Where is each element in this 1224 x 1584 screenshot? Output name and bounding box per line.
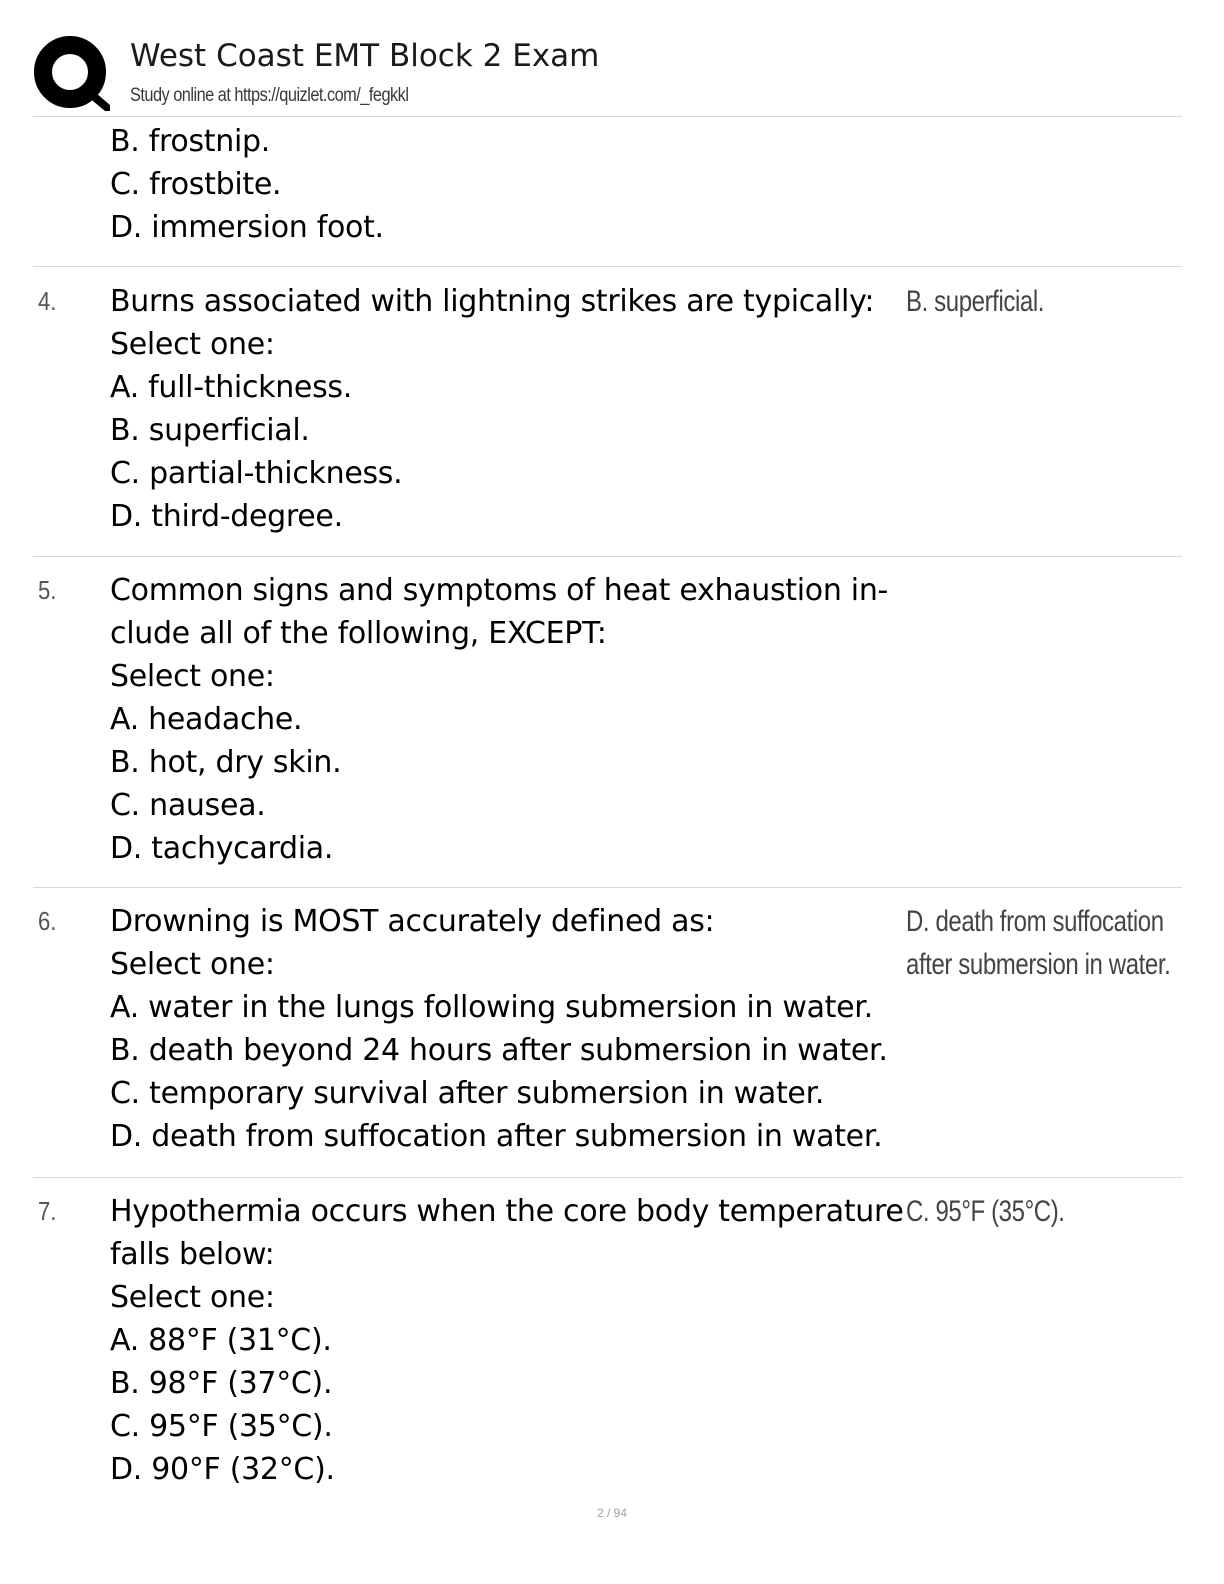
answer xyxy=(906,280,1196,323)
question-divider xyxy=(33,1177,1182,1178)
select-one-label: Select one: xyxy=(110,1280,275,1315)
select-one-label: Select one: xyxy=(110,659,275,694)
question-prompt: falls below: xyxy=(110,1237,275,1272)
select-one-label: Select one: xyxy=(110,327,275,362)
question-number: 6. xyxy=(38,906,57,936)
answer-line: after submersion in water. xyxy=(906,948,1171,981)
question-number: 7. xyxy=(38,1196,57,1226)
option-a: A. full-thickness. xyxy=(110,370,352,405)
question-prompt: Burns associated with lightning strikes are typically: xyxy=(110,284,875,319)
option-c: C. nausea. xyxy=(110,788,266,823)
option-d: D. tachycardia. xyxy=(110,831,334,866)
option-a: A. water in the lungs following submersion in water. xyxy=(110,990,873,1025)
question-divider xyxy=(33,887,1182,888)
page-number: 2 / 94 xyxy=(596,1506,628,1520)
study-online-link[interactable]: Study online at https://quizlet.com/_fegkkl xyxy=(130,85,409,106)
option-line: B. frostnip. xyxy=(110,124,270,159)
answer-line: C. 95°F (35°C). xyxy=(906,1195,1065,1228)
option-c: C. 95°F (35°C). xyxy=(110,1409,333,1444)
question-text xyxy=(110,280,900,538)
question-text xyxy=(110,569,900,870)
answer-line: D. death from suffocation xyxy=(906,905,1164,938)
option-b: B. death beyond 24 hours after submersion in water. xyxy=(110,1033,888,1068)
document-title: West Coast EMT Block 2 Exam xyxy=(130,38,600,74)
header-divider xyxy=(33,116,1182,117)
option-b: B. 98°F (37°C). xyxy=(110,1366,333,1401)
answer-line: B. superficial. xyxy=(906,285,1045,318)
question-divider xyxy=(33,556,1182,557)
select-one-label: Select one: xyxy=(110,947,275,982)
option-b: B. superficial. xyxy=(110,413,310,448)
answer xyxy=(906,900,1196,986)
option-b: B. hot, dry skin. xyxy=(110,745,342,780)
question-3-continuation xyxy=(110,120,900,249)
question-prompt: Drowning is MOST accurately defined as: xyxy=(110,904,715,939)
option-a: A. headache. xyxy=(110,702,303,737)
option-line: D. immersion foot. xyxy=(110,210,384,245)
option-c: C. partial-thickness. xyxy=(110,456,403,491)
question-prompt: clude all of the following, EXCEPT: xyxy=(110,616,607,651)
option-c: C. temporary survival after submersion in water. xyxy=(110,1076,825,1111)
question-number: 5. xyxy=(38,575,57,605)
answer xyxy=(906,1190,1196,1233)
question-text xyxy=(110,900,900,1158)
option-d: D. death from suffocation after submersion in water. xyxy=(110,1119,883,1154)
question-text xyxy=(110,1190,904,1491)
question-prompt: Common signs and symptoms of heat exhaustion in- xyxy=(110,573,889,608)
option-d: D. third-degree. xyxy=(110,499,343,534)
option-line: C. frostbite. xyxy=(110,167,282,202)
option-d: D. 90°F (32°C). xyxy=(110,1452,335,1487)
question-prompt: Hypothermia occurs when the core body temperature xyxy=(110,1194,904,1229)
question-number: 4. xyxy=(38,286,57,316)
question-divider xyxy=(33,266,1182,267)
option-a: A. 88°F (31°C). xyxy=(110,1323,332,1358)
quizlet-logo-icon xyxy=(33,35,111,113)
